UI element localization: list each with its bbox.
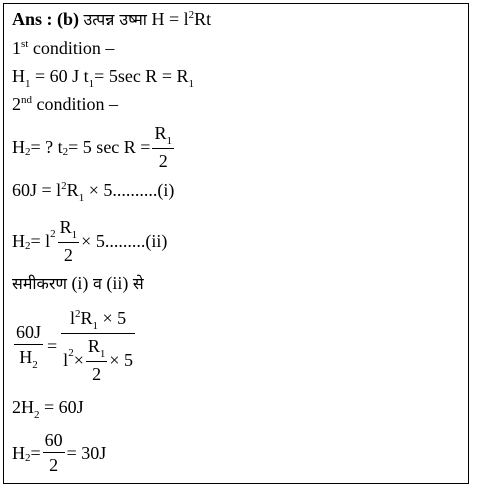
condition-1-ordinal-sup: st	[21, 38, 29, 50]
c1-h-rest: = 60 J t	[30, 66, 89, 86]
eq2-l: = l	[30, 231, 51, 251]
c1-r-sub: 1	[188, 78, 194, 90]
eq5-eq: =	[30, 442, 41, 463]
answer-formula-sup: 2	[188, 9, 195, 21]
answer-box	[3, 3, 469, 484]
samikaran-eq-i: (i)	[66, 273, 93, 293]
eq1-r: R	[66, 180, 79, 200]
c2-fraction	[152, 122, 174, 172]
equation-1	[12, 179, 174, 204]
eq5-frac-num: 60	[43, 429, 65, 453]
eq3-rhs-num: $l^2R_1 \times 5$	[61, 307, 135, 334]
c2-frac-num: $R_1$	[154, 123, 172, 147]
answer-formula: H = l	[151, 9, 189, 29]
eq1-sub: 1	[78, 192, 85, 204]
condition-2-ordinal-sup: nd	[21, 94, 32, 106]
condition-1-heading	[12, 37, 114, 62]
c1-h-sub: 1	[25, 78, 31, 90]
eq3-lhs-fraction	[14, 321, 43, 371]
eq3-lhs-num: 60J	[14, 321, 43, 345]
c2-h: H	[12, 137, 25, 157]
c2-mid: = ? t	[30, 137, 63, 157]
condition-2-heading	[12, 93, 118, 118]
samikaran-line	[12, 272, 144, 295]
eq2-fraction	[58, 216, 80, 266]
samikaran-eq-ii: (ii)	[101, 273, 133, 293]
eq2-frac-den: 2	[63, 245, 73, 265]
eq5-frac-den: 2	[49, 455, 59, 475]
eq5-result: = 30J	[66, 442, 107, 463]
eq3-rhs-fraction	[61, 307, 135, 385]
samikaran-va: व	[92, 274, 102, 293]
answer-header	[12, 8, 211, 33]
answer-hindi: उत्पन्न उष्मा	[83, 10, 147, 29]
eq3-lhs-den: $H_2$	[19, 347, 38, 371]
condition-2-values	[12, 122, 176, 172]
c2-frac-den: 2	[158, 151, 168, 171]
eq5-h: H	[12, 442, 25, 463]
c1-t-sub: 1	[88, 78, 95, 90]
eq3-inner-fraction: $\frac{R_1}{2}$	[87, 336, 106, 384]
c1-h: H	[12, 66, 25, 86]
eq1-sup: 2	[61, 180, 67, 192]
eq5-fraction	[43, 429, 65, 476]
c1-t-rest: = 5sec R = R	[94, 66, 189, 86]
eq1-lhs: 60J = l	[12, 180, 62, 200]
equation-4	[12, 396, 84, 421]
eq2-h: H	[12, 231, 25, 251]
eq2-tail: × 5.........(ii)	[81, 231, 168, 251]
condition-2-label: condition –	[32, 94, 118, 114]
c2-h-sub: 2	[25, 146, 31, 158]
eq2-frac-num: $R_1$	[59, 217, 78, 241]
c2-tail: = 5 sec R =	[68, 137, 151, 157]
eq2-sup: 2	[50, 228, 56, 240]
condition-1-label: condition –	[28, 38, 115, 58]
samikaran-word: समीकरण	[12, 274, 67, 293]
answer-formula-tail: Rt	[194, 9, 212, 29]
eq3-rhs-den: l $^2$ × $\frac{R_1}{2}$ × 5	[63, 336, 134, 384]
equation-3	[12, 307, 137, 385]
eq5-sub: 2	[25, 451, 31, 464]
condition-1-values	[12, 65, 194, 90]
samikaran-se: से	[132, 274, 144, 293]
equation-2	[12, 216, 167, 266]
answer-label: Ans : (b)	[12, 9, 80, 29]
condition-2-ordinal: 2	[12, 94, 21, 114]
eq4-lhs: 2H	[12, 397, 34, 417]
eq4-sub: 2	[34, 409, 40, 421]
eq4-rhs: = 60J	[39, 397, 84, 417]
eq3-equals: =	[47, 336, 58, 356]
equation-5	[12, 429, 106, 476]
eq1-tail: × 5..........(i)	[84, 180, 175, 200]
eq2-sub: 2	[25, 240, 31, 252]
c2-t-sub: 2	[62, 146, 69, 158]
condition-1-ordinal: 1	[12, 38, 21, 58]
